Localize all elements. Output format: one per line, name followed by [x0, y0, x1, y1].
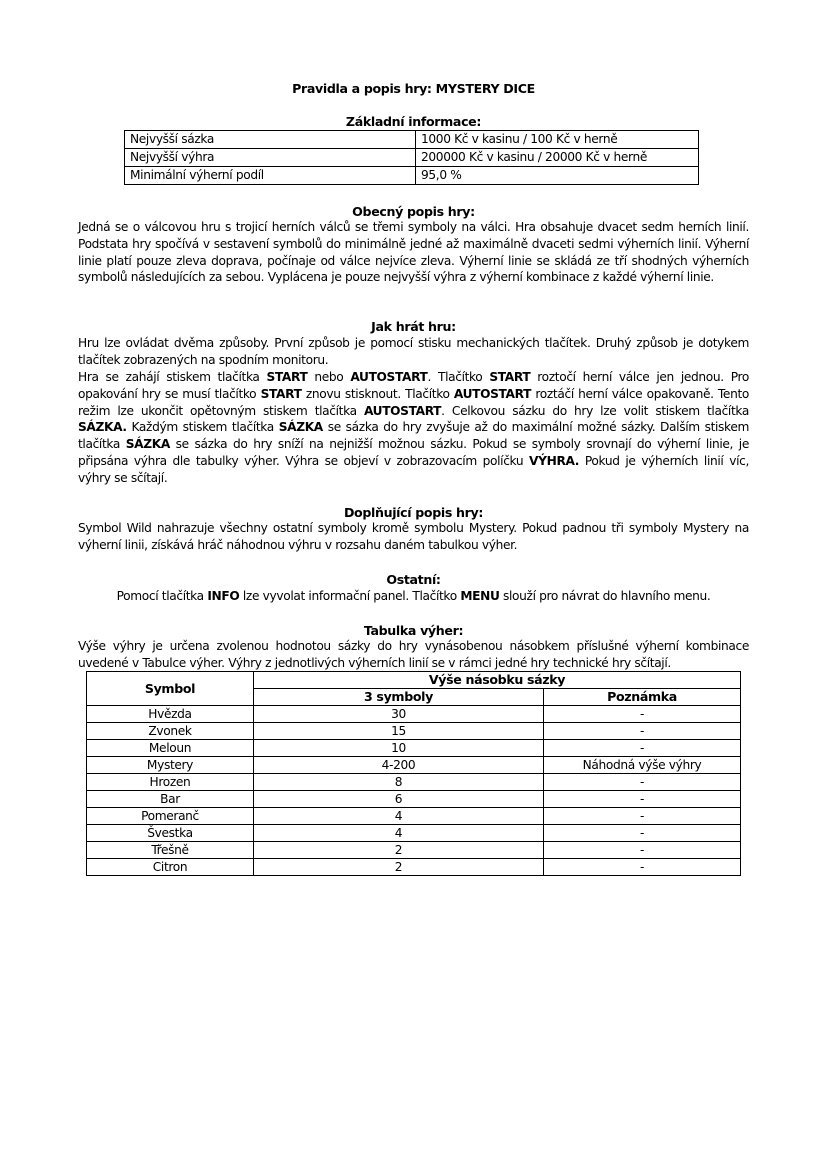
autostart-label: AUTOSTART [453, 386, 532, 401]
table-row [125, 149, 699, 167]
table-row [125, 167, 699, 185]
note-cell: Náhodná výše výhry [544, 757, 741, 774]
text-run: slouží pro návrat do hlavního menu. [499, 589, 711, 603]
table-row [87, 757, 741, 774]
general-heading: Obecný popis hry: [352, 204, 475, 219]
table-row [87, 791, 741, 808]
symbol-cell: Švestka [87, 825, 254, 842]
note-cell: - [544, 791, 741, 808]
info-label: INFO [207, 589, 240, 603]
symbol-cell: Třešně [87, 842, 254, 859]
paytable-heading: Tabulka výher: [363, 623, 464, 638]
text-run: se sázka do hry zvyšuje až do maximální možné sázky. Dalším stiskem tlačítka [78, 420, 749, 452]
text-run: znovu stisknout. Tlačítko [301, 386, 454, 401]
table-row [87, 723, 741, 740]
multiplier-cell: 6 [254, 791, 544, 808]
multiplier-cell: 2 [254, 859, 544, 876]
table-row [87, 859, 741, 876]
basic-info-heading: Základní informace: [345, 114, 482, 129]
other-heading: Ostatní: [386, 572, 441, 587]
table-row [87, 706, 741, 723]
vyhra-label: VÝHRA. [529, 453, 580, 468]
menu-label: MENU [460, 589, 500, 603]
table-row [87, 825, 741, 842]
basic-value: 200000 Kč v kasinu / 20000 Kč v herně [416, 149, 699, 167]
symbol-cell: Zvonek [87, 723, 254, 740]
multiplier-cell: 2 [254, 842, 544, 859]
sazka-label: SÁZKA [125, 437, 170, 452]
note-cell: - [544, 842, 741, 859]
general-text: Jedná se o válcovou hru s trojicí herních válců se třemi symboly na válci. Hra obsahuje dvacet sedm herních linií. Podstata hry spočívá v sestavení symbolů do minimálně jedné až maximálně dvaceti sedmi výherních linií. Výherní linie platí pouze zleva doprava, počínaje od válce nejvíce zleva. Výherní linie se skládá ze tří shodných výherních symbolů následujících za sebou. Vyplácena je pouze nejvyšší výhra z výherní kombinace z každé výherní linie. [78, 220, 749, 285]
start-label: START [489, 370, 531, 384]
table-row [87, 774, 741, 791]
note-cell: - [544, 859, 741, 876]
basic-info-table [124, 130, 699, 185]
col-note-header: Poznámka [544, 689, 741, 706]
symbol-cell: Meloun [87, 740, 254, 757]
how-to-play-para1: Hru lze ovládat dvěma způsoby. První způsob je pomocí stisku mechanických tlačítek. Druhý způsob je dotykem tlačítek zobrazených na spodním monitoru. [78, 336, 749, 367]
text-run: . Tlačítko [427, 370, 490, 384]
sazka-label: SÁZKA [278, 420, 323, 435]
header-row [87, 672, 741, 689]
text-run: Hra se zahájí stiskem tlačítka [78, 370, 267, 384]
multiplier-cell: 8 [254, 774, 544, 791]
basic-label: Minimální výherní podíl [125, 167, 416, 185]
note-cell: - [544, 808, 741, 825]
col-group-header: Výše násobku sázky [254, 672, 741, 689]
symbol-cell: Pomeranč [87, 808, 254, 825]
basic-label: Nejvyšší výhra [125, 149, 416, 167]
text-run: nebo [307, 370, 351, 384]
table-row [125, 131, 699, 149]
text-run: . Celkovou sázku do hry lze volit stiskem tlačítka [441, 403, 749, 418]
text-run: Pomocí tlačítka [116, 589, 208, 603]
note-cell: - [544, 774, 741, 791]
table-row [87, 842, 741, 859]
basic-label: Nejvyšší sázka [125, 131, 416, 149]
basic-value: 95,0 % [416, 167, 699, 185]
document-title: Pravidla a popis hry: MYSTERY DICE [292, 81, 535, 96]
multiplier-cell: 4 [254, 825, 544, 842]
how-to-play-para2 [78, 369, 749, 487]
multiplier-cell: 10 [254, 740, 544, 757]
sazka-label: SÁZKA. [78, 420, 127, 435]
paytable-intro: Výše výhry je určena zvolenou hodnotou sázky do hry vynásobenou násobkem příslušné výherní kombinace uvedené v Tabulce výher. Výhry z jednotlivých výherních linií se v rámci jedné hry technické hry sčítají. [78, 639, 749, 670]
symbol-cell: Hvězda [87, 706, 254, 723]
additional-heading: Doplňující popis hry: [343, 505, 484, 520]
note-cell: - [544, 723, 741, 740]
symbol-cell: Mystery [87, 757, 254, 774]
paytable [86, 671, 741, 876]
other-text [78, 588, 749, 605]
additional-text: Symbol Wild nahrazuje všechny ostatní symboly kromě symbolu Mystery. Pokud padnou tři symboly Mystery na výherní linii, získává hráč náhodnou výhru v rozsahu daném tabulkou výher. [78, 521, 749, 552]
multiplier-cell: 15 [254, 723, 544, 740]
start-label: START [266, 370, 308, 384]
multiplier-cell: 4 [254, 808, 544, 825]
note-cell: - [544, 740, 741, 757]
note-cell: - [544, 706, 741, 723]
table-row [87, 808, 741, 825]
col-3-header: 3 symboly [254, 689, 544, 706]
multiplier-cell: 30 [254, 706, 544, 723]
text-run: Každým stiskem tlačítka [126, 420, 279, 435]
text-run: roztáčí herní válce opakovaně. Tento režim lze ukončit opětovným stiskem tlačítka [78, 386, 749, 418]
symbol-cell: Hrozen [87, 774, 254, 791]
basic-value: 1000 Kč v kasinu / 100 Kč v herně [416, 131, 699, 149]
text-run: se sázka do hry sníží na nejnižší možnou sázku. Pokud se symboly srovnají do výherní linie, je připsána výhra dle tabulky výher. Výhra se objeví v zobrazovacím políčku [78, 437, 749, 468]
symbol-cell: Citron [87, 859, 254, 876]
autostart-label: AUTOSTART [363, 403, 442, 418]
text-run: Pokud je výherních linií víc, výhry se sčítají. [78, 453, 749, 485]
symbol-cell: Bar [87, 791, 254, 808]
text-run: lze vyvolat informační panel. Tlačítko [239, 589, 461, 603]
start-label: START [260, 386, 302, 401]
col-symbol-header: Symbol [87, 672, 254, 706]
multiplier-cell: 4-200 [254, 757, 544, 774]
how-to-play-heading: Jak hrát hru: [371, 319, 456, 334]
text-run: roztočí herní válce jen jednou. Pro opakování hry se musí tlačítko [78, 370, 749, 401]
autostart-label: AUTOSTART [350, 370, 428, 384]
table-row [87, 740, 741, 757]
note-cell: - [544, 825, 741, 842]
